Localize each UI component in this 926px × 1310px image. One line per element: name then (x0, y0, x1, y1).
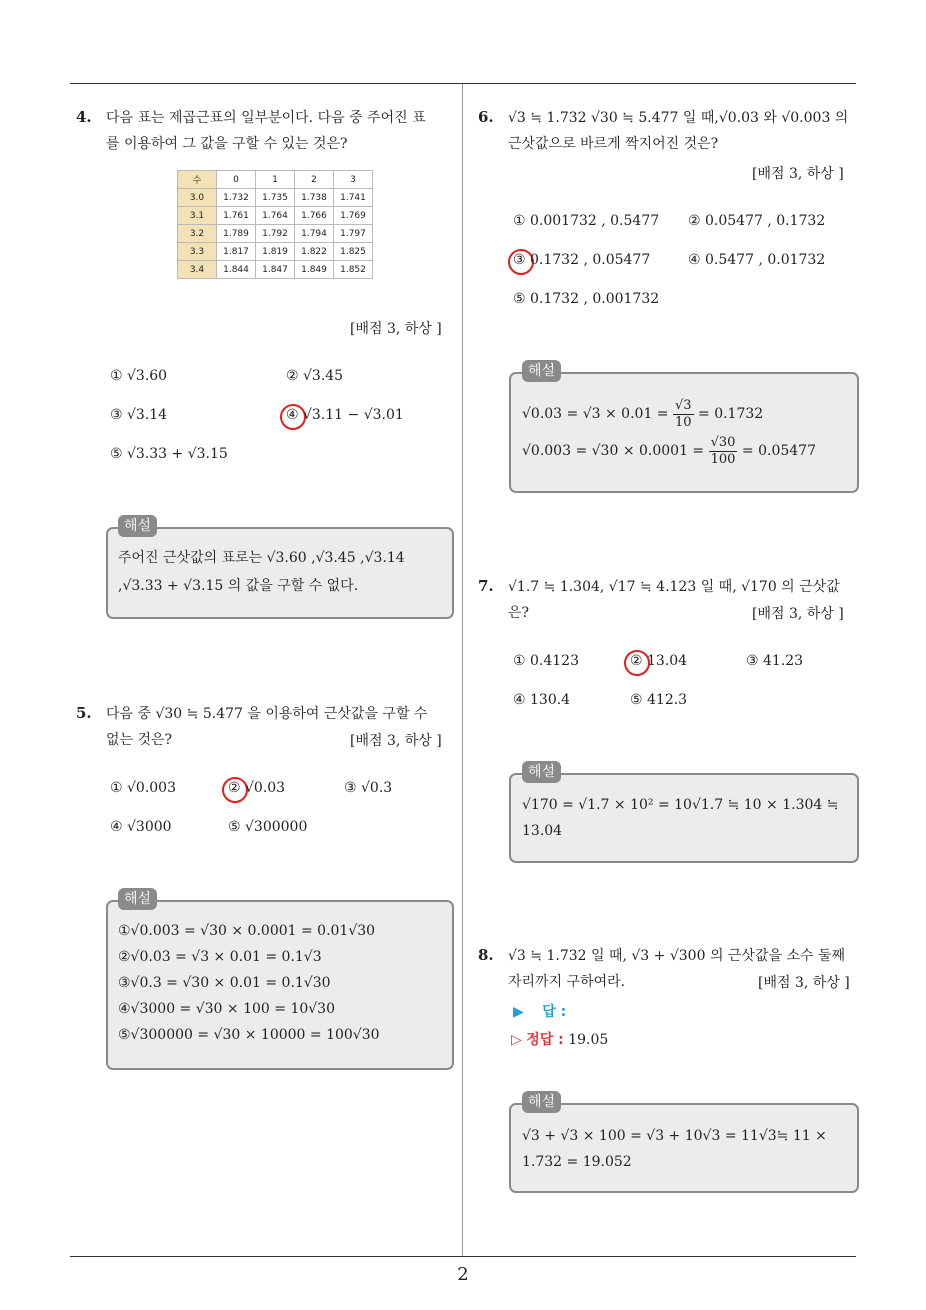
q8-correct-label: 정답 : (526, 1032, 564, 1048)
q7-option-3[interactable]: ③ 41.23 (746, 653, 804, 669)
table-row (178, 243, 373, 261)
table-cell: 1.844 (217, 261, 256, 279)
q4-option-2[interactable]: ② √3.45 (286, 368, 344, 384)
play-icon: ▶ (513, 1004, 524, 1020)
table-row (178, 207, 373, 225)
play-outline-icon: ▷ (511, 1032, 522, 1048)
q6-solution-line1 (522, 396, 763, 432)
table-cell: 3.2 (178, 225, 217, 243)
q7-solution-line2: 13.04 (522, 823, 563, 839)
q6-solution-line1-left: √0.03 = √3 × 0.01 = (522, 406, 669, 422)
table-cell: 1.789 (217, 225, 256, 243)
table-cell: 1.741 (334, 189, 373, 207)
q5-line1: 다음 중 √30 ≒ 5.477 을 이용하여 근삿값을 구할 수 (106, 706, 428, 722)
q7-solution-tag: 해설 (522, 761, 561, 783)
fraction-numerator: √3 (675, 397, 692, 413)
fraction-numerator: √30 (710, 434, 736, 450)
table-header-cell: 0 (217, 171, 256, 189)
table-cell: 3.4 (178, 261, 217, 279)
q8-solution-line2: 1.732 = 19.052 (522, 1154, 632, 1170)
q4-option-4[interactable]: ④ √3.11 − √3.01 (286, 407, 404, 423)
table-cell: 1.764 (256, 207, 295, 225)
q6-solution-line2-left: √0.003 = √30 × 0.0001 = (522, 443, 705, 459)
table-cell: 1.769 (334, 207, 373, 225)
q6-number: 6. (478, 108, 494, 126)
table-header-cell: 수 (178, 171, 217, 189)
q5-option-3[interactable]: ③ √0.3 (344, 780, 393, 796)
table-cell: 1.794 (295, 225, 334, 243)
q5-solution-line: ①√0.003 = √30 × 0.0001 = 0.01√30 (118, 923, 376, 939)
q8-solution-line1: √3 + √3 × 100 = √3 + 10√3 = 11√3≒ 11 × (522, 1128, 827, 1144)
table-row (178, 189, 373, 207)
top-rule (70, 83, 856, 84)
q4-points: [배점 3, 하상 ] (350, 321, 442, 337)
q5-number: 5. (76, 704, 92, 722)
q6-option-3[interactable]: ③ 0.1732 , 0.05477 (513, 252, 651, 268)
table-header-cell: 1 (256, 171, 295, 189)
q4-line2: 를 이용하여 그 값을 구할 수 있는 것은? (106, 136, 348, 152)
q4-option-5[interactable]: ⑤ √3.33 + √3.15 (110, 446, 228, 462)
q6-line1: √3 ≒ 1.732 √30 ≒ 5.477 일 때,√0.03 와 √0.003 의 (508, 110, 849, 126)
table-cell: 1.761 (217, 207, 256, 225)
q5-solution-line: ③√0.3 = √30 × 0.01 = 0.1√30 (118, 975, 331, 991)
q6-solution-line2 (522, 433, 816, 469)
table-cell: 1.738 (295, 189, 334, 207)
q8-line1: √3 ≒ 1.732 일 때, √3 + √300 의 근삿값을 소수 둘째 (508, 948, 846, 964)
q5-option-5[interactable]: ⑤ √300000 (228, 819, 308, 835)
q4-solution-line1: 주어진 근삿값의 표로는 √3.60 ,√3.45 ,√3.14 (118, 550, 405, 566)
q6-line2: 근삿값으로 바르게 짝지어진 것은? (508, 136, 719, 152)
q8-correct-row (511, 1029, 608, 1049)
table-row (178, 261, 373, 279)
q6-option-1[interactable]: ① 0.001732 , 0.5477 (513, 213, 660, 229)
table-cell: 1.766 (295, 207, 334, 225)
q7-option-4[interactable]: ④ 130.4 (513, 692, 571, 708)
q4-option-1[interactable]: ① √3.60 (110, 368, 168, 384)
q5-solution-line: ④√3000 = √30 × 100 = 10√30 (118, 1001, 335, 1017)
q7-option-1[interactable]: ① 0.4123 (513, 653, 579, 669)
table-header-cell: 2 (295, 171, 334, 189)
q5-solution-tag: 해설 (118, 888, 157, 910)
table-cell: 3.3 (178, 243, 217, 261)
table-cell: 1.735 (256, 189, 295, 207)
q5-option-2[interactable]: ② √0.03 (228, 780, 286, 796)
q4-option-3[interactable]: ③ √3.14 (110, 407, 168, 423)
q5-line2: 없는 것은? (106, 732, 173, 748)
square-root-table (177, 170, 373, 279)
table-cell: 1.819 (256, 243, 295, 261)
q7-line2: 은? (508, 605, 530, 621)
fraction-denominator: 10 (675, 414, 692, 430)
table-cell: 3.0 (178, 189, 217, 207)
q5-option-4[interactable]: ④ √3000 (110, 819, 172, 835)
q5-option-1[interactable]: ① √0.003 (110, 780, 177, 796)
q5-solution-line: ②√0.03 = √3 × 0.01 = 0.1√3 (118, 949, 322, 965)
table-cell: 1.849 (295, 261, 334, 279)
table-cell: 1.852 (334, 261, 373, 279)
q5-points: [배점 3, 하상 ] (350, 733, 442, 749)
table-cell: 1.822 (295, 243, 334, 261)
table-cell: 1.732 (217, 189, 256, 207)
q8-number: 8. (478, 946, 494, 964)
q7-option-5[interactable]: ⑤ 412.3 (630, 692, 688, 708)
q7-number: 7. (478, 577, 494, 595)
table-cell: 1.797 (334, 225, 373, 243)
table-cell: 1.792 (256, 225, 295, 243)
table-cell: 3.1 (178, 207, 217, 225)
q6-option-5[interactable]: ⑤ 0.1732 , 0.001732 (513, 291, 660, 307)
q6-solution-fraction1 (673, 398, 694, 431)
q8-line2: 자리까지 구하여라. (508, 974, 626, 990)
q7-solution-line1: √170 = √1.7 × 10² = 10√1.7 ≒ 10 × 1.304 ≒ (522, 797, 839, 813)
q7-option-2[interactable]: ② 13.04 (630, 653, 688, 669)
q7-points: [배점 3, 하상 ] (752, 606, 844, 622)
table-cell: 1.817 (217, 243, 256, 261)
q8-answer-label: 답 : (542, 1004, 567, 1020)
q8-solution-tag: 해설 (522, 1091, 561, 1113)
q6-solution-line1-right: = 0.1732 (698, 406, 764, 422)
column-divider (462, 84, 463, 1256)
q6-solution-line2-right: = 0.05477 (741, 443, 816, 459)
q7-line1: √1.7 ≒ 1.304, √17 ≒ 4.123 일 때, √170 의 근삿값 (508, 579, 840, 595)
page-number: 2 (457, 1264, 469, 1285)
q6-option-2[interactable]: ② 0.05477 , 0.1732 (688, 213, 826, 229)
q6-solution-tag: 해설 (522, 360, 561, 382)
fraction-denominator: 100 (710, 451, 736, 467)
table-row (178, 225, 373, 243)
q4-solution-line2: ,√3.33 + √3.15 의 값을 구할 수 없다. (118, 578, 359, 594)
q8-correct-value: 19.05 (568, 1032, 609, 1048)
table-cell: 1.825 (334, 243, 373, 261)
q8-points: [배점 3, 하상 ] (758, 975, 850, 991)
q6-option-4[interactable]: ④ 0.5477 , 0.01732 (688, 252, 826, 268)
q4-number: 4. (76, 108, 92, 126)
bottom-rule (70, 1256, 856, 1257)
q8-answer-row (513, 1001, 566, 1021)
q6-points: [배점 3, 하상 ] (752, 166, 844, 182)
table-cell: 1.847 (256, 261, 295, 279)
q4-solution-tag: 해설 (118, 515, 157, 537)
table-header-cell: 3 (334, 171, 373, 189)
q5-solution-line: ⑤√300000 = √30 × 10000 = 100√30 (118, 1027, 380, 1043)
q4-line1: 다음 표는 제곱근표의 일부분이다. 다음 중 주어진 표 (106, 110, 426, 126)
q6-solution-fraction2 (709, 435, 738, 468)
